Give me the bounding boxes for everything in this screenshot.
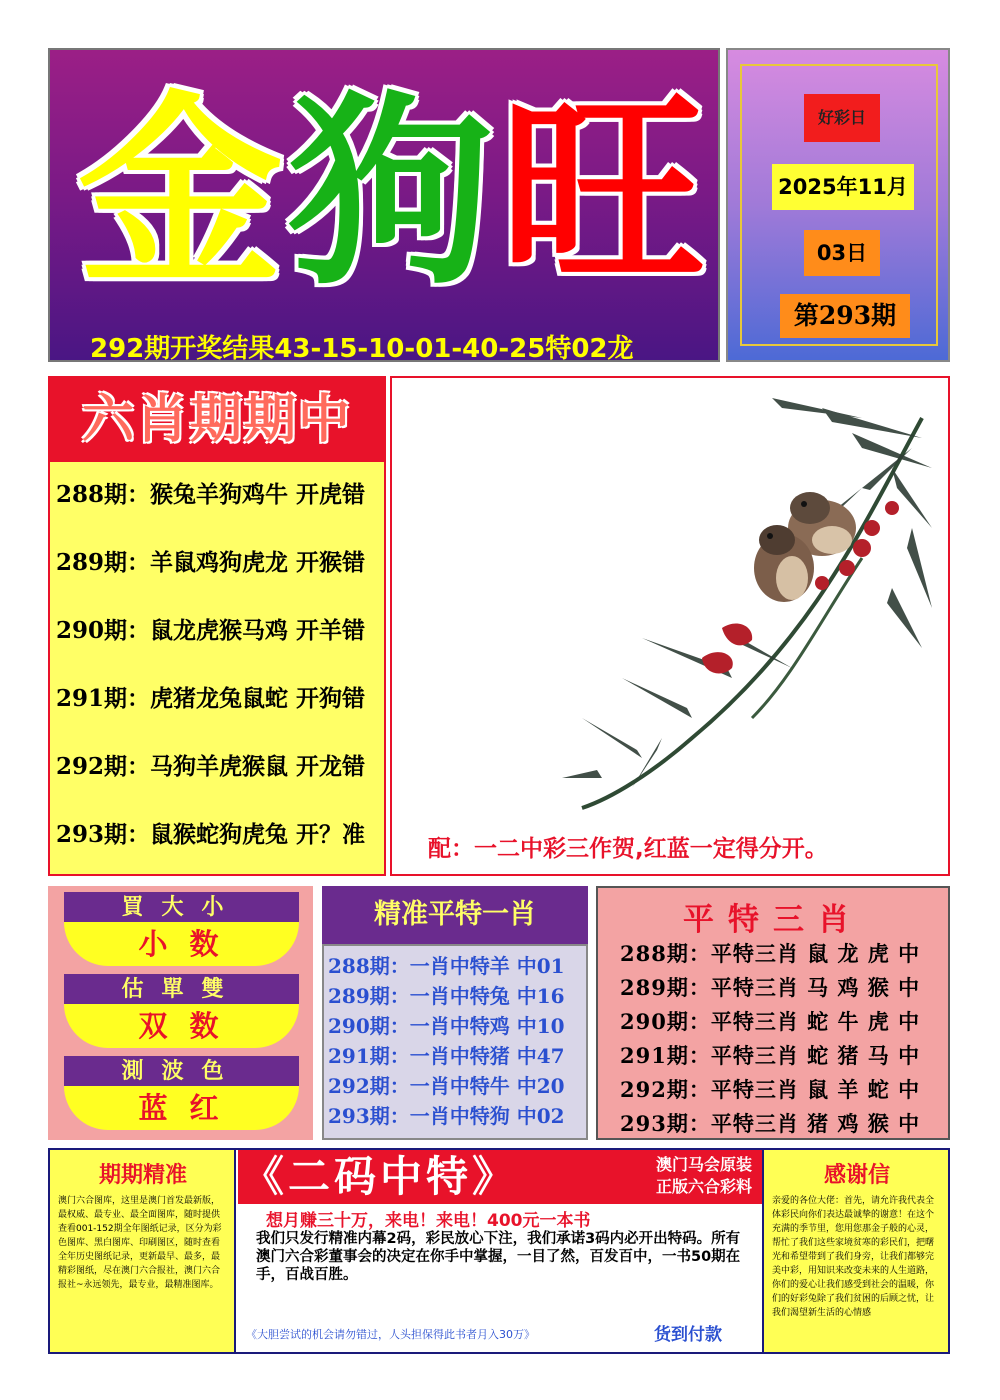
- six-zodiac-row: 293期：鼠猴蛇狗虎兔 开？准: [56, 821, 366, 848]
- one-zodiac-row: 288期：一肖中特羊 中01: [328, 954, 565, 978]
- six-zodiac-row: 289期：羊鼠鸡狗虎龙 开猴错: [56, 549, 366, 576]
- issue-year-month: 2025年11月: [772, 164, 914, 210]
- odd-even-label: 估單雙: [64, 974, 299, 1004]
- issue-day: 03日: [804, 230, 880, 276]
- bird-bamboo-painting: [392, 378, 948, 818]
- one-zodiac-row: 291期：一肖中特猪 中47: [328, 1044, 565, 1068]
- right-ad-body: 亲爱的各位大佬：首先，请允许我代表全体彩民向你们表达最诚挚的谢意！在这个充满的季节里，您用您那金子般的心灵，帮忙了我们这些家境贫寒的彩民们，把曙光和希望带到了我们身旁，让我们都够完美中彩，用知识来改变未来的人生道路，你们的爱心让我们感受到社会的温暖，你们的好彩兔除了我们贫困的后顾之忧，让我们渴望新生活的心情感: [772, 1196, 935, 1318]
- issue-date-panel: [726, 48, 950, 362]
- issue-date-frame: [740, 64, 938, 346]
- one-zodiac-row: 293期：一肖中特狗 中02: [328, 1104, 565, 1128]
- six-zodiac-title: 六肖期期中: [50, 378, 384, 462]
- bottom-ad-banner: [48, 1148, 950, 1354]
- size-value: 小 数: [64, 922, 299, 966]
- one-zodiac-row: 290期：一肖中特鸡 中10: [328, 1014, 565, 1038]
- masthead: [48, 48, 720, 362]
- one-zodiac-row: 292期：一肖中特牛 中20: [328, 1074, 565, 1098]
- three-zodiac-row: 292期：平特三肖 鼠 羊 蛇 中: [620, 1077, 921, 1102]
- center-ad-subtitle: [656, 1154, 752, 1198]
- six-zodiac-row: 291期：虎猪龙兔鼠蛇 开狗错: [56, 685, 366, 712]
- lucky-day-badge: 好彩日: [804, 94, 880, 142]
- center-ad-title: 《二码中特》: [242, 1152, 519, 1201]
- center-ad-slogan: 想月赚三十万，来电！来电！400元一本书: [266, 1211, 591, 1231]
- right-ad-title: 感谢信: [823, 1162, 890, 1188]
- right-ad-column: [762, 1150, 948, 1352]
- three-zodiac-row: 288期：平特三肖 鼠 龙 虎 中: [620, 941, 921, 966]
- painting-caption: 配：一二中彩三作贺,红蓝一定得分开。: [428, 836, 828, 862]
- three-zodiac-title: 平特三肖: [683, 902, 863, 938]
- center-ad-footnote: 《大胆尝试的机会请勿错过，人头担保得此书者月入30万》: [246, 1328, 535, 1341]
- one-zodiac-row: 289期：一肖中特兔 中16: [328, 984, 565, 1008]
- center-ad-subtitle-line-1: 澳门马会原装: [655, 1155, 752, 1174]
- three-zodiac-row: 293期：平特三肖 猪 鸡 猴 中: [620, 1111, 921, 1136]
- six-zodiac-row: 290期：鼠龙虎猴马鸡 开羊错: [56, 617, 366, 644]
- left-ad-title: 期期精准: [98, 1162, 187, 1188]
- three-zodiac-row: 291期：平特三肖 蛇 猪 马 中: [620, 1043, 921, 1068]
- one-zodiac-title: 精准平特一肖: [322, 886, 588, 944]
- three-zodiac-panel: [596, 886, 950, 1140]
- six-zodiac-row: 292期：马狗羊虎猴鼠 开龙错: [56, 753, 366, 780]
- one-zodiac-panel: [322, 886, 588, 1140]
- left-ad-column: [50, 1150, 236, 1352]
- issue-number: 第293期: [780, 294, 910, 338]
- center-ad-body: 我们只发行精准内幕2码，彩民放心下注，我们承诺3码内必开出特码。所有澳门六合彩董事会的决定在你手中掌握，一目了然，百发百中，一书50期在手，百战百胜。: [256, 1231, 741, 1283]
- center-ad-subtitle-line-2: 正版六合彩料: [655, 1177, 752, 1196]
- bird-painting-panel: [390, 376, 950, 876]
- three-zodiac-row: 290期：平特三肖 蛇 牛 虎 中: [620, 1009, 921, 1034]
- six-zodiac-panel: [48, 376, 386, 876]
- size-odd-color-panel: [48, 886, 313, 1140]
- cash-on-delivery-label: 货到付款: [654, 1325, 722, 1345]
- wave-color-label: 測波色: [64, 1056, 299, 1086]
- masthead-title-char-2: 狗: [288, 75, 493, 313]
- one-zodiac-list: [322, 944, 588, 1140]
- masthead-title-char-3: 旺: [500, 75, 705, 313]
- six-zodiac-row: 288期：猴兔羊狗鸡牛 开虎错: [56, 481, 366, 508]
- left-ad-body: 澳门六合图库，这里是澳门首发最新版，最权威、最专业、最全面图库，随时提供查看001-152期全年图纸记录，区分为彩色图库、黑白图库、印刷图区，随时查看全年历史图纸记录，更新最早、最多，最精彩图纸，尽在澳门六合报社，澳门六合报社~永远领先，最专业，最精准图库。: [58, 1196, 222, 1290]
- center-ad-header: [238, 1150, 764, 1204]
- size-label: 買大小: [64, 892, 299, 922]
- wave-color-value: 蓝 红: [64, 1086, 299, 1130]
- three-zodiac-row: 289期：平特三肖 马 鸡 猴 中: [620, 975, 921, 1000]
- masthead-title-char-1: 金: [78, 75, 283, 313]
- last-draw-result: 292期开奖结果43-15-10-01-40-25特02龙: [90, 334, 634, 364]
- odd-even-value: 双 数: [64, 1004, 299, 1048]
